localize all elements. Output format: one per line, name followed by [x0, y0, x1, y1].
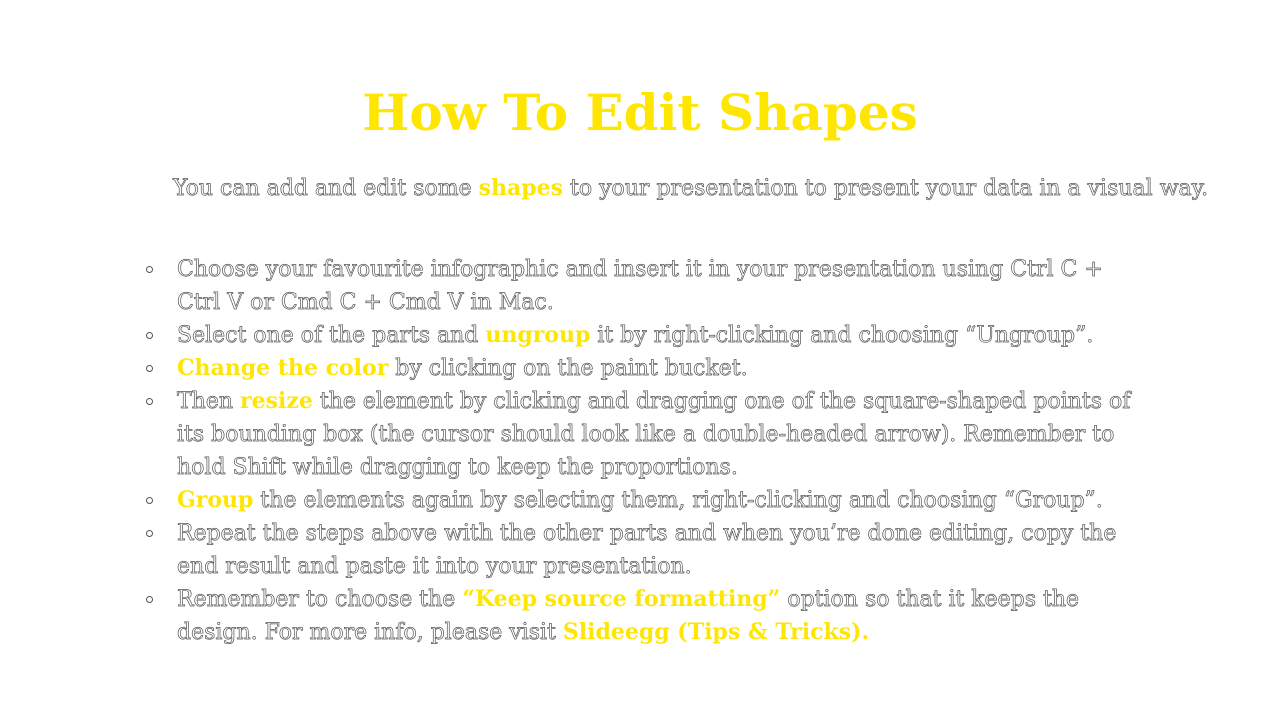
list-item-text: the elements again by selecting them, right-clicking and choosing “Group”.: [253, 488, 1103, 513]
bullet-icon: [146, 497, 153, 504]
bullet-icon: [146, 332, 153, 339]
list-item-text: Remember to choose the: [177, 587, 463, 612]
list-item-text: the element by clicking and dragging one of the square-shaped points of its bounding box (the cursor should look like a double-headed arrow). Remember to hold Shift while dragging to keep the proportions.: [177, 389, 1131, 480]
highlight-resize: resize: [240, 388, 313, 414]
bullet-icon: [146, 530, 153, 537]
list-item: [145, 352, 1135, 385]
list-item: [145, 253, 1135, 319]
list-item-text: by clicking on the paint bucket.: [388, 356, 748, 381]
bullet-icon: [146, 266, 153, 273]
list-item-text: Choose your favourite infographic and insert it in your presentation using Ctrl C + Ctrl V or Cmd C + Cmd V in Mac.: [177, 257, 1103, 315]
highlight-group: Group: [177, 487, 254, 513]
highlight-ungroup: ungroup: [485, 322, 591, 348]
list-item: [145, 484, 1135, 517]
list-item: [145, 319, 1135, 352]
intro-text: [173, 171, 1273, 206]
list-item-text: Select one of the parts and: [177, 323, 486, 348]
highlight-change-the-color: Change the color: [177, 355, 389, 381]
list-item: [145, 385, 1135, 484]
intro-highlight-shapes: shapes: [478, 175, 564, 201]
bullet-icon: [146, 398, 153, 405]
list-item-text: option so that it keeps the design. For more info, please visit: [177, 587, 1080, 645]
list-item-text: .: [861, 619, 870, 645]
list-item-text: Repeat the steps above with the other parts and when you’re done editing, copy the end result and paste it into your presentation.: [177, 521, 1117, 579]
slide-title: How To Edit Shapes: [362, 83, 918, 142]
list-item: [145, 517, 1135, 583]
bullet-icon: [146, 596, 153, 603]
intro-text-after: to your presentation to present your data in a visual way.: [563, 176, 1209, 201]
list-item: [145, 583, 1135, 649]
list-item-text: it by right-clicking and choosing “Ungroup”.: [590, 323, 1094, 348]
bullet-icon: [146, 365, 153, 372]
highlight-keep-source-formatting: “Keep source formatting”: [462, 586, 781, 612]
instruction-list: [145, 253, 1135, 649]
intro-text-before: You can add and edit some: [173, 176, 479, 201]
list-item-text: Then: [177, 389, 241, 414]
slideegg-tips-link[interactable]: Slideegg (Tips & Tricks): [562, 619, 862, 645]
